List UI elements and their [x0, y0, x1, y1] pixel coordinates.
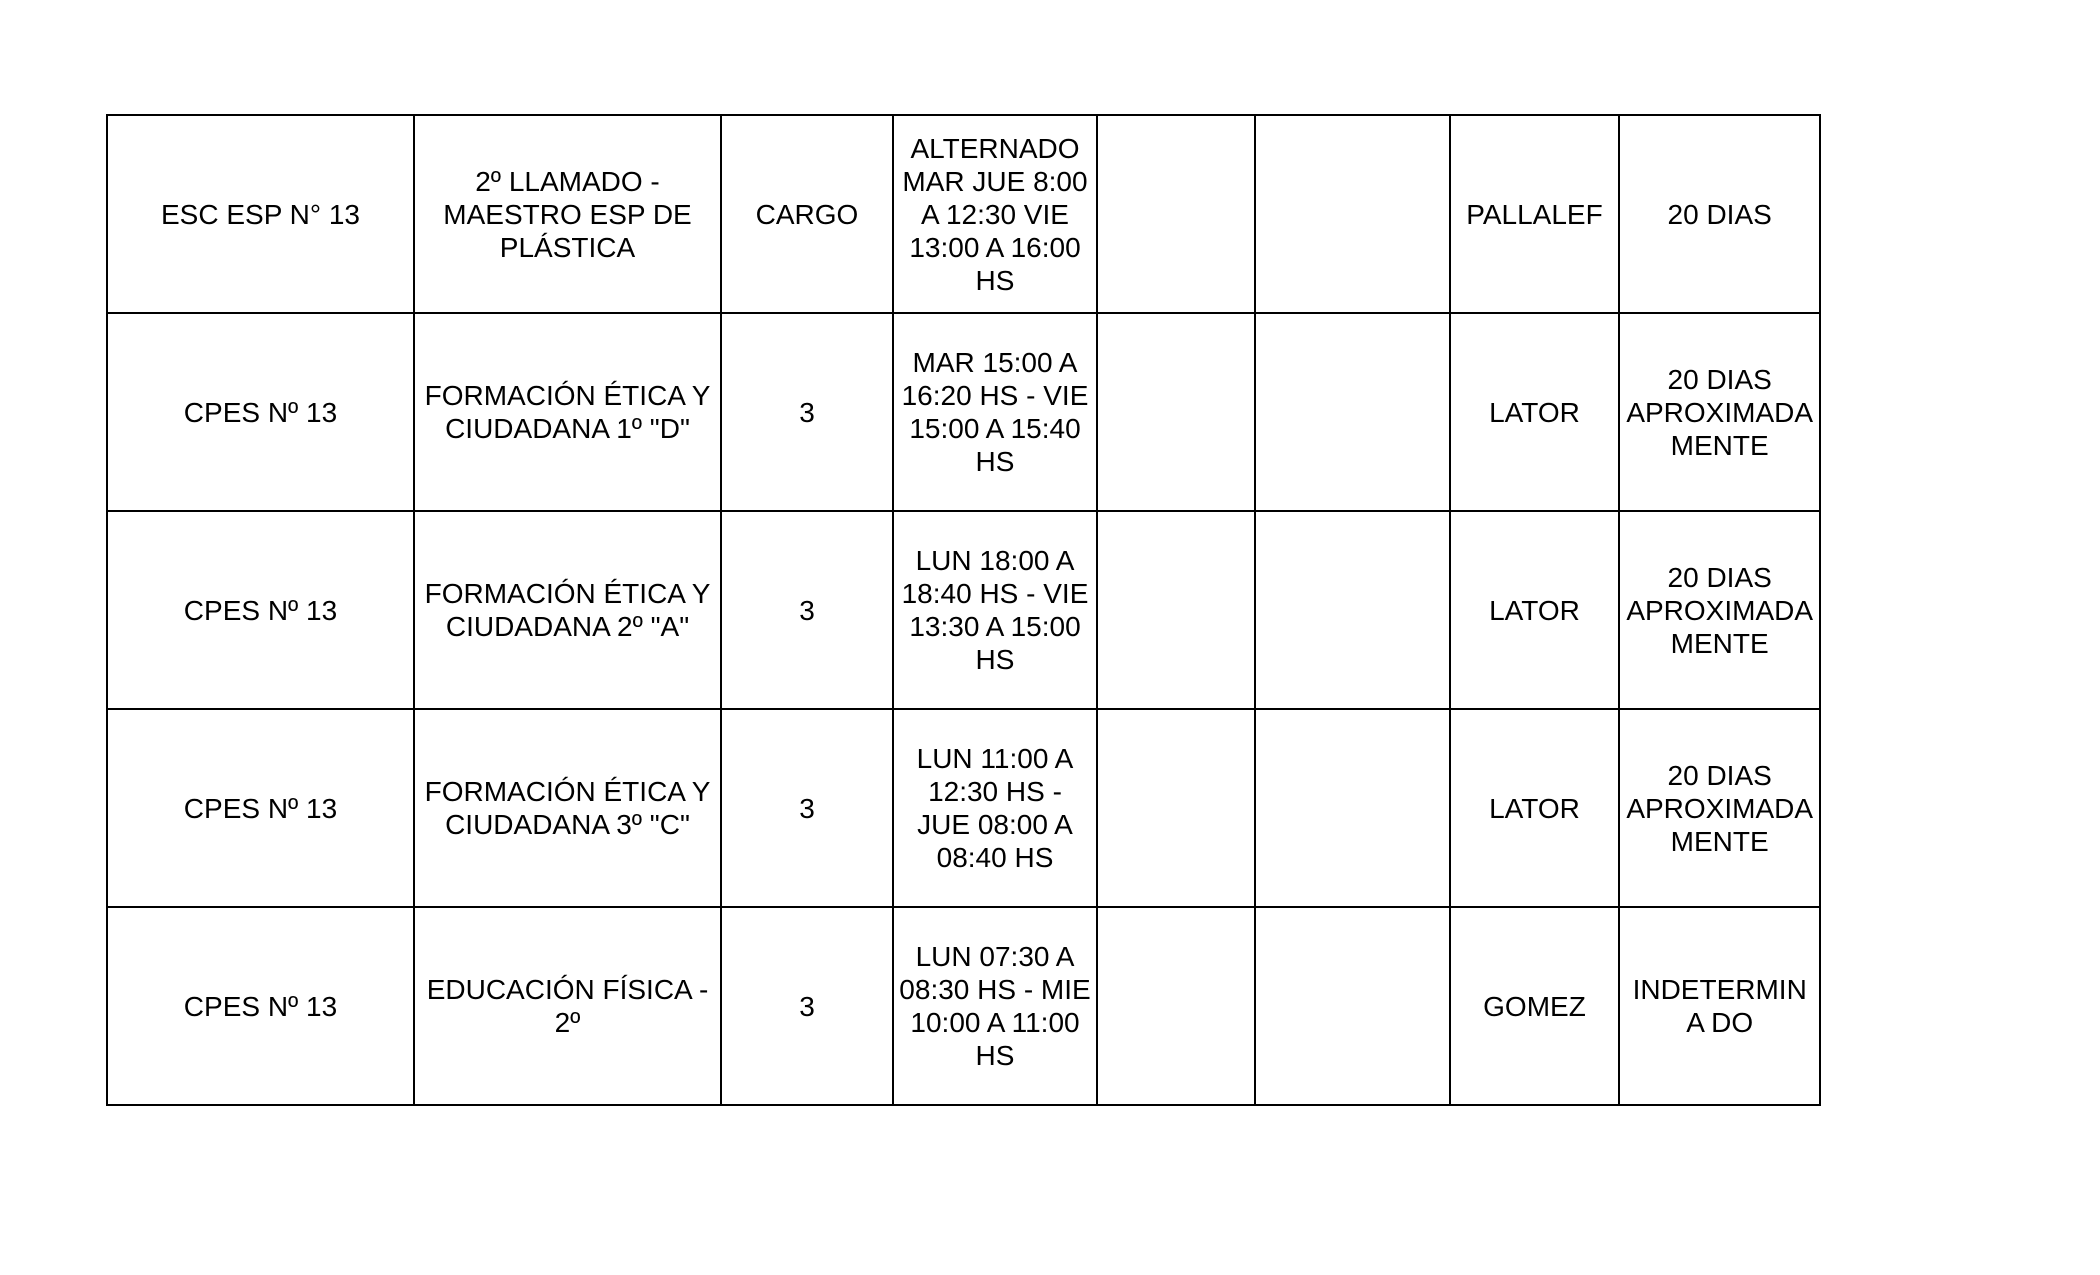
duration-text: 20 DIAS APROXIMADA MENTE — [1626, 759, 1814, 857]
position-text: FORMACIÓN ÉTICA Y CIUDADANA 3º "C" — [424, 776, 711, 840]
empty-cell-5 — [1097, 907, 1255, 1105]
teacher-cell — [1450, 907, 1619, 1105]
school-cell — [107, 907, 414, 1105]
schedule-text: ALTERNADO MAR JUE 8:00 A 12:30 VIE 13:00 A 16:00 HS — [902, 132, 1088, 296]
position-cell — [414, 313, 721, 511]
schedule-text: LUN 18:00 A 18:40 HS - VIE 13:30 A 15:00 HS — [901, 545, 1089, 675]
duration-text: 20 DIAS APROXIMADA MENTE — [1626, 363, 1814, 461]
hours-cell — [721, 115, 893, 313]
duration-cell — [1619, 511, 1820, 709]
schedule-cell — [893, 511, 1097, 709]
empty-cell-6 — [1255, 313, 1450, 511]
schedule-cell — [893, 907, 1097, 1105]
schedule-text: LUN 11:00 A 12:30 HS - JUE 08:00 A 08:40 HS — [916, 743, 1074, 873]
table-row — [107, 313, 1820, 511]
empty-cell-5 — [1097, 313, 1255, 511]
schedule-text: LUN 07:30 A 08:30 HS - MIE 10:00 A 11:00 HS — [899, 941, 1091, 1071]
duration-cell — [1619, 907, 1820, 1105]
hours-cell — [721, 907, 893, 1105]
hours-cell — [721, 511, 893, 709]
duration-cell — [1619, 115, 1820, 313]
teacher-cell — [1450, 313, 1619, 511]
schedule-cell — [893, 709, 1097, 907]
duration-text: INDETERMINA DO — [1632, 974, 1807, 1038]
hours-text: 3 — [799, 594, 815, 626]
school-text: CPES Nº 13 — [183, 990, 338, 1022]
school-text: CPES Nº 13 — [183, 396, 338, 428]
school-cell — [107, 313, 414, 511]
position-cell — [414, 115, 721, 313]
teacher-text: LATOR — [1489, 396, 1580, 428]
schedule-cell — [893, 115, 1097, 313]
empty-cell-5 — [1097, 709, 1255, 907]
teacher-cell — [1450, 115, 1619, 313]
table-row — [107, 907, 1820, 1105]
position-text: FORMACIÓN ÉTICA Y CIUDADANA 2º "A" — [424, 578, 711, 642]
empty-cell-5 — [1097, 511, 1255, 709]
school-cell — [107, 709, 414, 907]
teacher-text: LATOR — [1489, 594, 1580, 626]
school-text: CPES Nº 13 — [183, 594, 338, 626]
teacher-cell — [1450, 511, 1619, 709]
schedule-cell — [893, 313, 1097, 511]
position-cell — [414, 511, 721, 709]
vacancies-table — [106, 114, 1821, 1106]
hours-cell — [721, 709, 893, 907]
hours-text: 3 — [799, 396, 815, 428]
hours-text: 3 — [799, 792, 815, 824]
position-cell — [414, 907, 721, 1105]
teacher-text: GOMEZ — [1483, 990, 1586, 1022]
empty-cell-6 — [1255, 709, 1450, 907]
empty-cell-6 — [1255, 511, 1450, 709]
table-row — [107, 709, 1820, 907]
teacher-text: LATOR — [1489, 792, 1580, 824]
position-text: EDUCACIÓN FÍSICA - 2º — [426, 974, 709, 1038]
school-cell — [107, 511, 414, 709]
position-text: 2º LLAMADO - MAESTRO ESP DE PLÁSTICA — [443, 165, 692, 263]
table-row — [107, 115, 1820, 313]
school-text: CPES Nº 13 — [183, 792, 338, 824]
position-cell — [414, 709, 721, 907]
empty-cell-5 — [1097, 115, 1255, 313]
duration-text: 20 DIAS APROXIMADA MENTE — [1626, 561, 1814, 659]
table-row — [107, 511, 1820, 709]
duration-cell — [1619, 313, 1820, 511]
duration-cell — [1619, 709, 1820, 907]
teacher-text: PALLALEF — [1466, 198, 1603, 230]
empty-cell-6 — [1255, 115, 1450, 313]
hours-cell — [721, 313, 893, 511]
empty-cell-6 — [1255, 907, 1450, 1105]
school-text: ESC ESP N° 13 — [161, 198, 360, 230]
teacher-cell — [1450, 709, 1619, 907]
schedule-text: MAR 15:00 A 16:20 HS - VIE 15:00 A 15:40 HS — [901, 347, 1089, 477]
duration-text: 20 DIAS — [1667, 198, 1772, 230]
position-text: FORMACIÓN ÉTICA Y CIUDADANA 1º "D" — [424, 380, 711, 444]
hours-text: CARGO — [755, 198, 859, 230]
hours-text: 3 — [799, 990, 815, 1022]
school-cell — [107, 115, 414, 313]
